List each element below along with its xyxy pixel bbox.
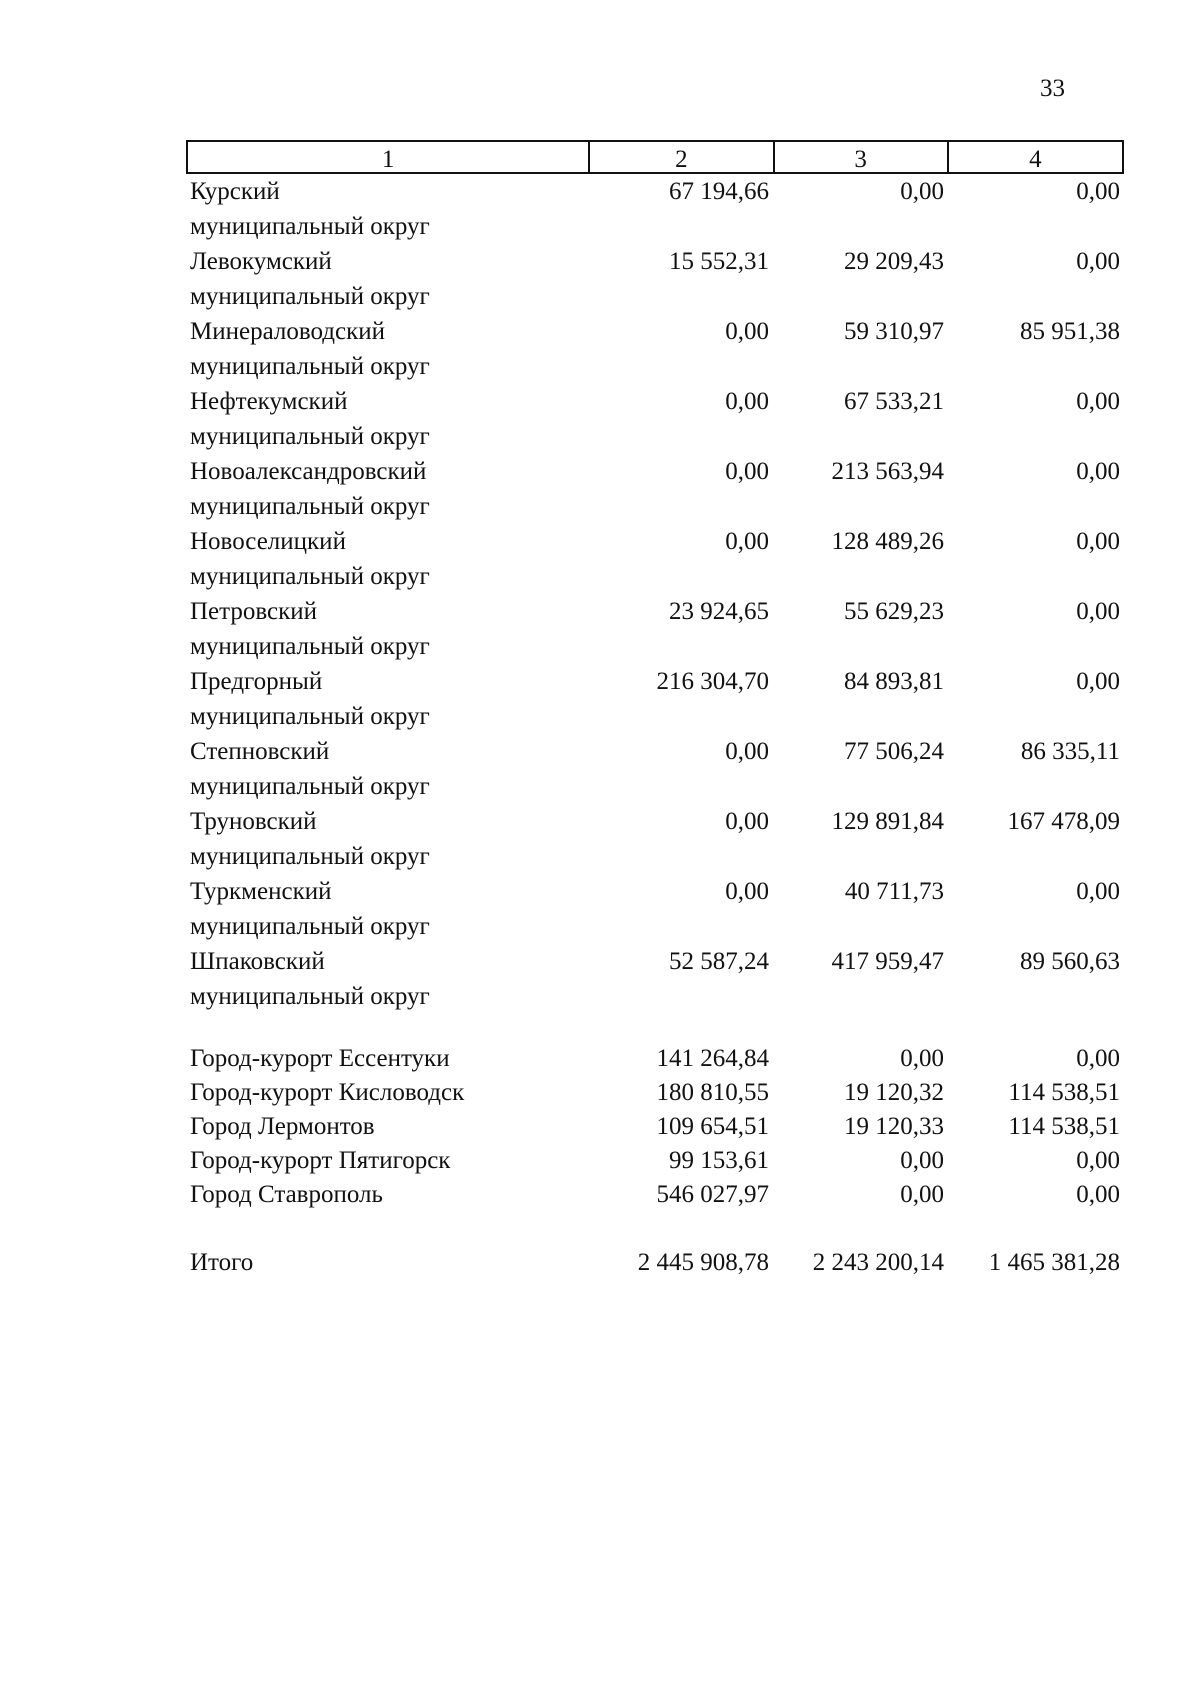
value-col-4: 167 478,09 [1007,808,1120,835]
value-col-2: 15 552,31 [669,248,769,275]
value-col-4: 0,00 [1076,178,1120,205]
city-name: Город Ставрополь [190,1181,383,1208]
value-col-4: 85 951,38 [1020,318,1120,345]
value-col-2: 0,00 [725,738,769,765]
table-row [186,314,1124,384]
district-name: Курский муниципальный округ [190,178,430,240]
value-col-2: 23 924,65 [669,598,769,625]
total-label: Итого [190,1249,254,1276]
page-number: 33 [1040,75,1065,102]
header-col-1: 1 [381,146,395,173]
value-col-4: 0,00 [1076,528,1120,555]
total-col-3: 2 243 200,14 [812,1249,944,1276]
district-name: Новоселицкий муниципальный округ [190,528,430,590]
city-name: Город-курорт Ессентуки [190,1045,450,1072]
district-name: Шпаковский муниципальный округ [190,948,430,1010]
value-col-3: 84 893,81 [844,668,944,695]
value-col-3: 67 533,21 [844,388,944,415]
value-col-4: 114 538,51 [1008,1113,1120,1140]
value-col-4: 86 335,11 [1020,738,1120,765]
total-col-2: 2 445 908,78 [637,1249,769,1276]
city-name: Город-курорт Пятигорск [190,1147,451,1174]
value-col-3: 77 506,24 [844,738,944,765]
value-col-2: 109 654,51 [656,1113,769,1140]
table-row [186,1178,1124,1212]
value-col-2: 141 264,84 [656,1045,769,1072]
value-col-4: 0,00 [1076,248,1120,275]
value-col-2: 0,00 [725,318,769,345]
value-col-4: 0,00 [1076,598,1120,625]
value-col-2: 0,00 [725,878,769,905]
header-col-4: 4 [947,142,1122,172]
value-col-2: 180 810,55 [656,1079,769,1106]
value-col-3: 19 120,32 [844,1079,944,1106]
value-col-4: 0,00 [1076,1147,1120,1174]
spacer [186,1014,1124,1042]
spacer [186,1212,1124,1246]
table-row [186,1110,1124,1144]
value-col-2: 216 304,70 [656,668,769,695]
value-col-3: 55 629,23 [844,598,944,625]
table-row [186,1076,1124,1110]
district-rows [186,174,1124,1014]
table-row [186,524,1124,594]
header-col-3: 3 [773,142,947,172]
value-col-3: 213 563,94 [831,458,944,485]
value-col-3: 0,00 [900,1045,944,1072]
value-col-4: 89 560,63 [1020,948,1120,975]
value-col-4: 114 538,51 [1008,1079,1120,1106]
total-row [186,1246,1124,1280]
district-name: Петровский муниципальный округ [190,598,430,660]
table-row [186,734,1124,804]
district-name: Новоалександровский муниципальный округ [190,458,430,520]
table-row [186,874,1124,944]
table-row [186,174,1124,244]
value-col-3: 0,00 [900,1147,944,1174]
table-row [186,244,1124,314]
value-col-4: 0,00 [1076,668,1120,695]
table-row [186,804,1124,874]
table-header [186,140,1124,174]
value-col-3: 128 489,26 [831,528,944,555]
value-col-3: 19 120,33 [844,1113,944,1140]
value-col-3: 129 891,84 [831,808,944,835]
table-row [186,664,1124,734]
value-col-4: 0,00 [1076,388,1120,415]
city-rows [186,1042,1124,1212]
district-name: Минераловодский муниципальный округ [190,318,430,380]
header-col-2: 2 [588,142,772,172]
value-col-2: 99 153,61 [669,1147,769,1174]
value-col-3: 0,00 [900,1181,944,1208]
value-col-3: 59 310,97 [844,318,944,345]
value-col-4: 0,00 [1076,878,1120,905]
city-name: Город Лермонтов [190,1113,375,1140]
city-name: Город-курорт Кисловодск [190,1079,465,1106]
value-col-4: 0,00 [1076,1181,1120,1208]
district-name: Труновский муниципальный округ [190,808,430,870]
value-col-2: 0,00 [725,808,769,835]
table-row [186,944,1124,1014]
district-name: Предгорный муниципальный округ [190,668,430,730]
value-col-2: 52 587,24 [669,948,769,975]
value-col-3: 0,00 [900,178,944,205]
value-col-2: 0,00 [725,388,769,415]
district-name: Левокумский муниципальный округ [190,248,430,310]
district-name: Туркменский муниципальный округ [190,878,430,940]
total-col-4: 1 465 381,28 [988,1249,1120,1276]
value-col-3: 40 711,73 [844,878,944,905]
table-row [186,454,1124,524]
table-row [186,384,1124,454]
value-col-3: 29 209,43 [844,248,944,275]
value-col-2: 0,00 [725,528,769,555]
district-name: Степновский муниципальный округ [190,738,430,800]
table-row [186,1042,1124,1076]
value-col-2: 67 194,66 [669,178,769,205]
value-col-2: 0,00 [725,458,769,485]
table-row [186,1144,1124,1178]
district-name: Нефтекумский муниципальный округ [190,388,430,450]
value-col-3: 417 959,47 [831,948,944,975]
budget-table [186,140,1124,1280]
table-row [186,594,1124,664]
value-col-2: 546 027,97 [656,1181,769,1208]
value-col-4: 0,00 [1076,458,1120,485]
value-col-4: 0,00 [1076,1045,1120,1072]
